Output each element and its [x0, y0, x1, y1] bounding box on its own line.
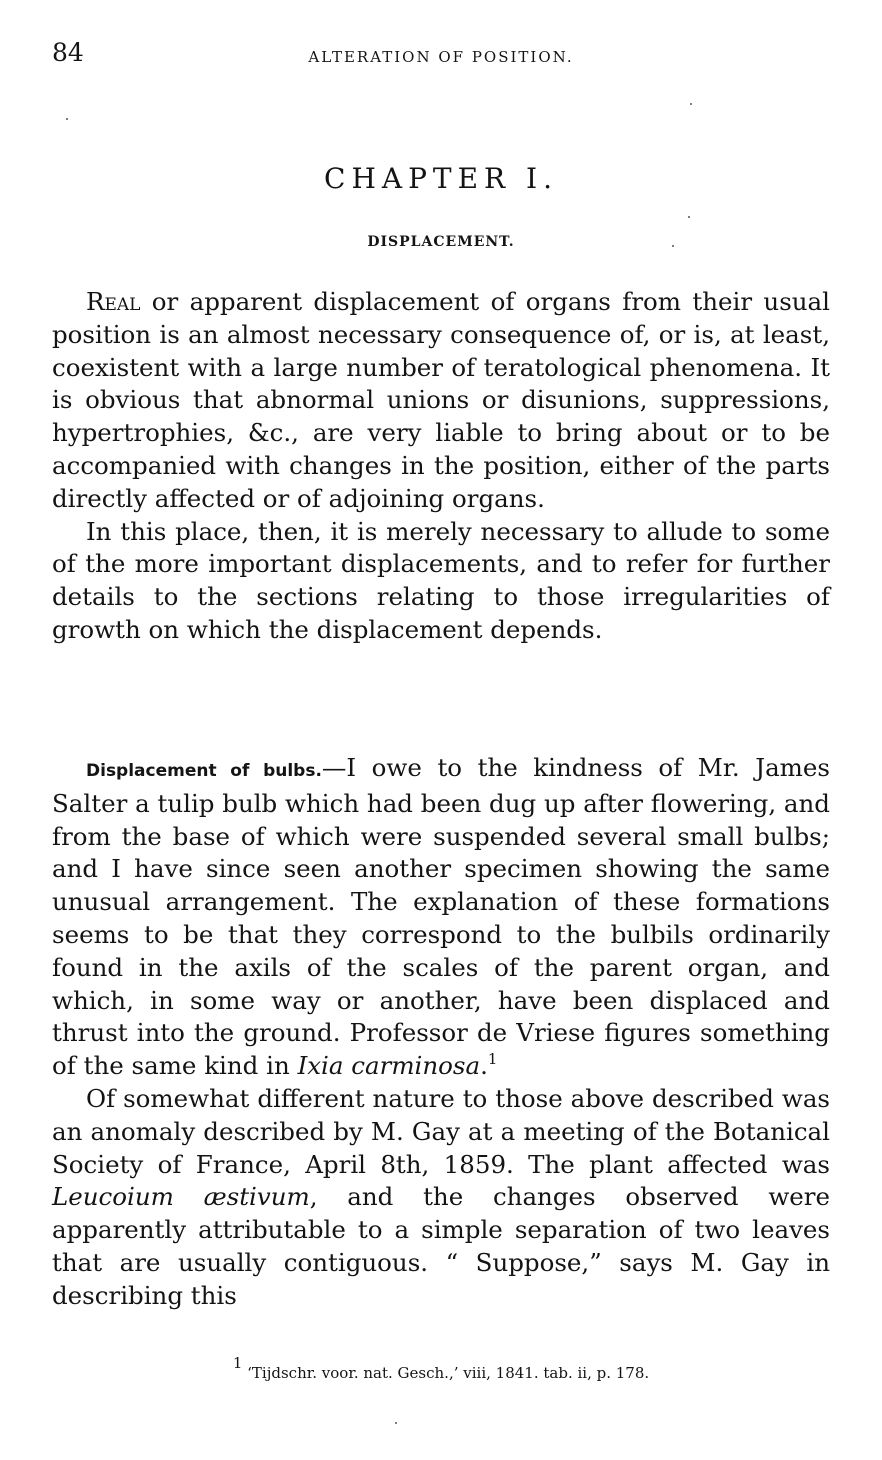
- footnote-reference[interactable]: 1: [487, 1050, 498, 1069]
- body-text-bottom: [52, 752, 830, 1313]
- scan-speck: [66, 118, 68, 120]
- chapter-title: CHAPTER I.: [324, 162, 558, 195]
- page-header: [52, 38, 830, 78]
- paragraph-3-text-a: —I owe to the kindness of Mr. James Salter a tulip bulb which had been dug up after flowering, and from the base of which were suspended several small bulbs; and I have since seen another specimen showing the same unusual arrangement. The explanation of these formations seems to be that they correspond to the bulbils ordinarily found in the axils of the scales of the parent organ, and which, in some way or another, have been displaced and thrust into the ground. Professor de Vriese figures something of the same kind in: [52, 753, 830, 1081]
- paragraph-3: [52, 752, 830, 1083]
- paragraph-4-text-b: , and the changes observed were apparently attributable to a simple separation of two leaves that are usually contiguous. “ Suppose,” says M. Gay in describing this: [52, 1182, 830, 1310]
- footnote: [0, 1354, 882, 1385]
- lead-word: Real: [86, 287, 141, 316]
- footnote-marker: 1: [232, 1354, 243, 1372]
- body-text-top: [52, 286, 830, 647]
- species-name-ixia: Ixia carminosa: [297, 1051, 481, 1081]
- page-number: 84: [52, 38, 84, 67]
- scan-speck: [688, 216, 690, 218]
- section-title: DISPLACEMENT.: [367, 234, 515, 250]
- paragraph-1-text: or apparent displacement of organs from their usual position is an almost necessary consequence of, or is, at least, coexistent with a large number of teratological phenomena. It is obvious that abnormal unions or disunions, suppressions, hypertrophies, &c., are very liable to bring about or to be accompanied with changes in the position, either of the parts directly affected or of adjoining organs.: [52, 287, 830, 513]
- scan-speck: [690, 103, 692, 105]
- side-heading: Displacement of bulbs.: [86, 761, 322, 781]
- species-name-leucoium: Leucoium æstivum: [52, 1182, 310, 1212]
- scan-speck: [395, 1422, 397, 1424]
- running-head: ALTERATION OF POSITION.: [308, 48, 574, 66]
- paragraph-4: [52, 1083, 830, 1313]
- footnote-text: ‘Tijdschr. voor. nat. Gesch.,’ viii, 1841. tab. ii, p. 178.: [242, 1364, 650, 1382]
- scan-speck: [672, 245, 674, 247]
- paragraph-4-text-a: Of somewhat different nature to those above described was an anomaly described by M. Gay at a meeting of the Botanical Society of France, April 8th, 1859. The plant affected was: [52, 1083, 830, 1179]
- paragraph-3-text-b: .: [480, 1051, 488, 1081]
- paragraph-1: [52, 286, 830, 516]
- paragraph-2: In this place, then, it is merely necessary to allude to some of the more important displacements, and to refer for further details to the sections relating to those irregularities of growth on which the displacement depends.: [52, 516, 830, 644]
